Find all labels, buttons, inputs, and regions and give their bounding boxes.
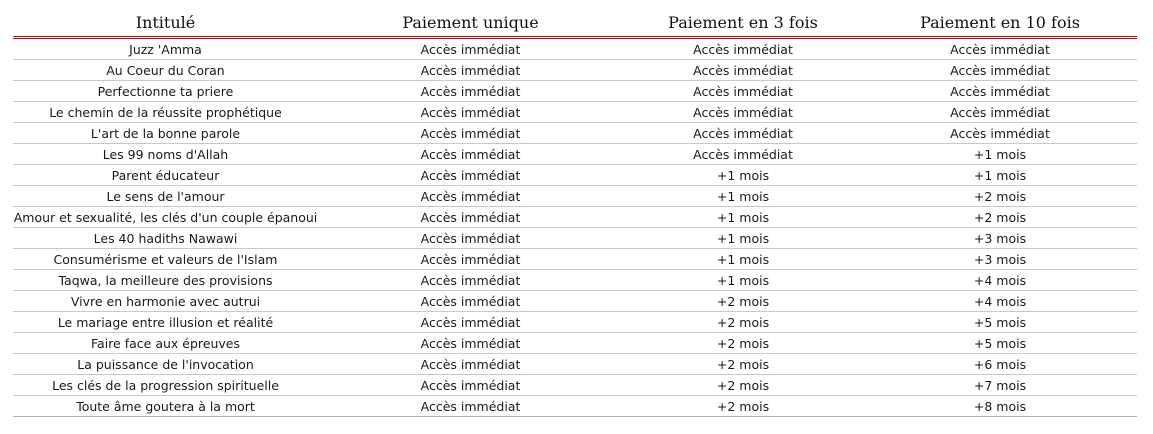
cell-paiement-unique: Accès immédiat bbox=[318, 312, 623, 333]
cell-intitule: Juzz 'Amma bbox=[13, 38, 318, 60]
table-row bbox=[13, 396, 1137, 417]
cell-paiement-3-fois: +2 mois bbox=[623, 396, 863, 417]
cell-intitule: Le sens de l'amour bbox=[13, 186, 318, 207]
cell-intitule: Les clés de la progression spirituelle bbox=[13, 375, 318, 396]
cell-paiement-3-fois: +1 mois bbox=[623, 270, 863, 291]
cell-paiement-unique: Accès immédiat bbox=[318, 333, 623, 354]
cell-paiement-10-fois: +8 mois bbox=[863, 396, 1137, 417]
table-row bbox=[13, 312, 1137, 333]
cell-intitule: Taqwa, la meilleure des provisions bbox=[13, 270, 318, 291]
cell-intitule: Consumérisme et valeurs de l'Islam bbox=[13, 249, 318, 270]
payment-access-table-container bbox=[13, 8, 1137, 417]
header-paiement-10-fois: Paiement en 10 fois bbox=[920, 12, 1080, 32]
table-row bbox=[13, 333, 1137, 354]
payment-access-table bbox=[13, 8, 1137, 417]
cell-paiement-unique: Accès immédiat bbox=[318, 291, 623, 312]
cell-paiement-10-fois: +1 mois bbox=[863, 165, 1137, 186]
header-paiement-3-fois: Paiement en 3 fois bbox=[668, 12, 818, 32]
cell-paiement-3-fois: +2 mois bbox=[623, 291, 863, 312]
cell-paiement-unique: Accès immédiat bbox=[318, 207, 623, 228]
cell-paiement-3-fois: Accès immédiat bbox=[623, 81, 863, 102]
cell-paiement-3-fois: +1 mois bbox=[623, 228, 863, 249]
cell-intitule: Le chemin de la réussite prophétique bbox=[13, 102, 318, 123]
cell-paiement-10-fois: +1 mois bbox=[863, 144, 1137, 165]
cell-paiement-10-fois: +2 mois bbox=[863, 186, 1137, 207]
cell-paiement-3-fois: +1 mois bbox=[623, 249, 863, 270]
table-body bbox=[13, 38, 1137, 417]
cell-paiement-3-fois: +1 mois bbox=[623, 186, 863, 207]
table-row bbox=[13, 249, 1137, 270]
table-row bbox=[13, 123, 1137, 144]
table-row bbox=[13, 81, 1137, 102]
table-row bbox=[13, 38, 1137, 60]
cell-intitule: Parent éducateur bbox=[13, 165, 318, 186]
cell-paiement-10-fois: +5 mois bbox=[863, 333, 1137, 354]
table-row bbox=[13, 207, 1137, 228]
cell-paiement-10-fois: Accès immédiat bbox=[863, 123, 1137, 144]
cell-paiement-unique: Accès immédiat bbox=[318, 354, 623, 375]
table-header bbox=[13, 8, 1137, 38]
cell-paiement-3-fois: +2 mois bbox=[623, 312, 863, 333]
cell-paiement-10-fois: +6 mois bbox=[863, 354, 1137, 375]
cell-intitule: Toute âme goutera à la mort bbox=[13, 396, 318, 417]
cell-paiement-10-fois: +5 mois bbox=[863, 312, 1137, 333]
cell-paiement-10-fois: Accès immédiat bbox=[863, 102, 1137, 123]
cell-paiement-10-fois: Accès immédiat bbox=[863, 60, 1137, 81]
cell-paiement-3-fois: +1 mois bbox=[623, 207, 863, 228]
cell-paiement-unique: Accès immédiat bbox=[318, 38, 623, 60]
cell-intitule: La puissance de l'invocation bbox=[13, 354, 318, 375]
cell-paiement-3-fois: Accès immédiat bbox=[623, 144, 863, 165]
cell-paiement-10-fois: +7 mois bbox=[863, 375, 1137, 396]
cell-paiement-3-fois: +1 mois bbox=[623, 165, 863, 186]
cell-intitule: Perfectionne ta priere bbox=[13, 81, 318, 102]
cell-intitule: Le mariage entre illusion et réalité bbox=[13, 312, 318, 333]
cell-paiement-unique: Accès immédiat bbox=[318, 123, 623, 144]
cell-intitule: Vivre en harmonie avec autrui bbox=[13, 291, 318, 312]
table-row bbox=[13, 102, 1137, 123]
cell-paiement-10-fois: Accès immédiat bbox=[863, 38, 1137, 60]
cell-paiement-unique: Accès immédiat bbox=[318, 249, 623, 270]
cell-paiement-3-fois: +2 mois bbox=[623, 354, 863, 375]
cell-paiement-3-fois: Accès immédiat bbox=[623, 123, 863, 144]
table-row bbox=[13, 144, 1137, 165]
cell-paiement-unique: Accès immédiat bbox=[318, 81, 623, 102]
cell-paiement-10-fois: +4 mois bbox=[863, 270, 1137, 291]
cell-paiement-unique: Accès immédiat bbox=[318, 375, 623, 396]
cell-paiement-unique: Accès immédiat bbox=[318, 396, 623, 417]
cell-paiement-unique: Accès immédiat bbox=[318, 186, 623, 207]
table-row bbox=[13, 375, 1137, 396]
header-paiement-unique: Paiement unique bbox=[402, 12, 539, 32]
header-row bbox=[13, 8, 1137, 38]
cell-paiement-10-fois: +3 mois bbox=[863, 228, 1137, 249]
cell-intitule: Faire face aux épreuves bbox=[13, 333, 318, 354]
cell-paiement-unique: Accès immédiat bbox=[318, 165, 623, 186]
cell-intitule: Au Coeur du Coran bbox=[13, 60, 318, 81]
cell-paiement-unique: Accès immédiat bbox=[318, 270, 623, 291]
cell-paiement-unique: Accès immédiat bbox=[318, 102, 623, 123]
cell-paiement-3-fois: +2 mois bbox=[623, 375, 863, 396]
cell-paiement-unique: Accès immédiat bbox=[318, 144, 623, 165]
table-row bbox=[13, 270, 1137, 291]
cell-paiement-10-fois: +3 mois bbox=[863, 249, 1137, 270]
cell-paiement-10-fois: +4 mois bbox=[863, 291, 1137, 312]
cell-paiement-3-fois: Accès immédiat bbox=[623, 102, 863, 123]
table-row bbox=[13, 186, 1137, 207]
cell-paiement-unique: Accès immédiat bbox=[318, 228, 623, 249]
cell-intitule: Amour et sexualité, les clés d'un couple épanoui bbox=[13, 207, 318, 228]
table-row bbox=[13, 165, 1137, 186]
cell-paiement-3-fois: Accès immédiat bbox=[623, 60, 863, 81]
header-intitule: Intitulé bbox=[135, 12, 196, 32]
cell-intitule: Les 99 noms d'Allah bbox=[13, 144, 318, 165]
table-row bbox=[13, 291, 1137, 312]
table-row bbox=[13, 354, 1137, 375]
table-row bbox=[13, 60, 1137, 81]
cell-paiement-unique: Accès immédiat bbox=[318, 60, 623, 81]
cell-paiement-3-fois: +2 mois bbox=[623, 333, 863, 354]
cell-paiement-10-fois: +2 mois bbox=[863, 207, 1137, 228]
cell-intitule: Les 40 hadiths Nawawi bbox=[13, 228, 318, 249]
cell-paiement-3-fois: Accès immédiat bbox=[623, 38, 863, 60]
cell-intitule: L'art de la bonne parole bbox=[13, 123, 318, 144]
table-row bbox=[13, 228, 1137, 249]
cell-paiement-10-fois: Accès immédiat bbox=[863, 81, 1137, 102]
